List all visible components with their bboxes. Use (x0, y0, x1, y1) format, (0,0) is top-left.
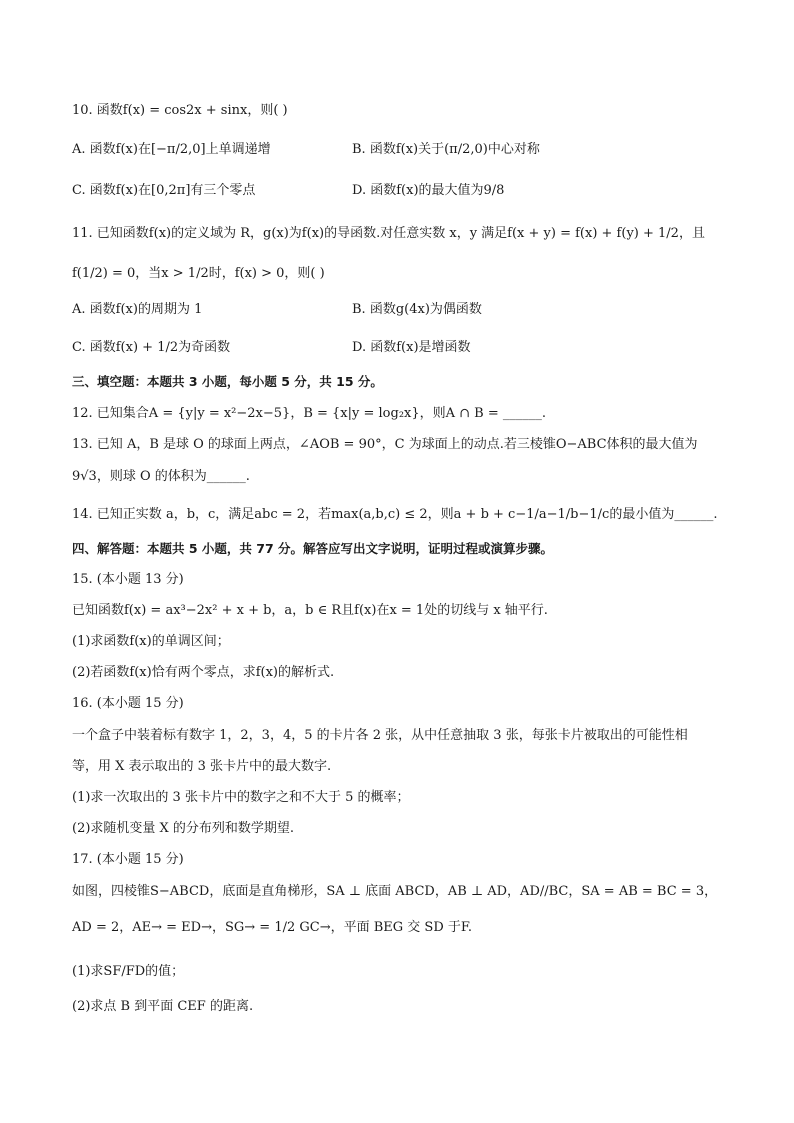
q14-text: 14. 已知正实数 a，b，c，满足abc = 2，若max(a,b,c) ≤ 2，则a + b + c−1/a−1/b−1/c的最小值为______. (72, 507, 718, 522)
section4-heading: 四、解答题：本题共 5 小题，共 77 分。解答应写出文字说明，证明过程或演算步骤。 (72, 541, 554, 556)
q16-part1: (1)求一次取出的 3 张卡片中的数字之和不大于 5 的概率； (72, 790, 410, 805)
q16-line1: 一个盒子中装着标有数字 1，2，3，4，5 的卡片各 2 张，从中任意抽取 3 张，每张卡片被取出的可能性相 (72, 728, 688, 743)
q10-option-a: A. 函数f(x)在[−π/2,0]上单调递增 (72, 142, 271, 157)
q11-option-a: A. 函数f(x)的周期为 1 (72, 302, 203, 317)
q16-title: 16. (本小题 15 分) (72, 696, 184, 711)
q15-part1: (1)求函数f(x)的单调区间； (72, 634, 230, 649)
q11-stem-line2: f(1/2) = 0，当x > 1/2时，f(x) > 0，则( ) (72, 266, 325, 281)
q17-line1: 如图，四棱锥S−ABCD，底面是直角梯形，SA ⊥ 底面 ABCD，AB ⊥ AD，AD//BC，SA = AB = BC = 3， (72, 884, 718, 899)
q11-option-b: B. 函数g(4x)为偶函数 (352, 302, 482, 317)
q13-line2: 9√3，则球 O 的体积为______. (72, 469, 250, 484)
q15-part2: (2)若函数f(x)恰有两个零点，求f(x)的解析式. (72, 665, 335, 680)
q12-text: 12. 已知集合A = {y|y = x²−2x−5}，B = {x|y = log₂x}，则A ∩ B = ______. (72, 406, 547, 421)
q11-option-d: D. 函数f(x)是增函数 (352, 340, 471, 355)
q10-option-c: C. 函数f(x)在[0,2π]有三个零点 (72, 183, 256, 198)
section3-heading: 三、填空题：本题共 3 小题，每小题 5 分，共 15 分。 (72, 374, 383, 389)
q10-stem: 10. 函数f(x) = cos2x + sinx，则( ) (72, 103, 288, 118)
q16-line2: 等，用 X 表示取出的 3 张卡片中的最大数字. (72, 759, 332, 774)
q10-option-d: D. 函数f(x)的最大值为9/8 (352, 183, 505, 198)
q17-part1: (1)求SF/FD的值； (72, 964, 185, 979)
q15-stem: 已知函数f(x) = ax³−2x² + x + b，a，b ∈ R且f(x)在x = 1处的切线与 x 轴平行. (72, 603, 548, 618)
q16-part2: (2)求随机变量 X 的分布列和数学期望. (72, 821, 295, 836)
q11-stem-line1: 11. 已知函数f(x)的定义域为 R，g(x)为f(x)的导函数.对任意实数 x，y 满足f(x + y) = f(x) + f(y) + 1/2，且 (72, 226, 705, 241)
q10-option-b: B. 函数f(x)关于(π/2,0)中心对称 (352, 142, 540, 157)
q17-part2: (2)求点 B 到平面 CEF 的距离. (72, 999, 254, 1014)
q11-option-c: C. 函数f(x) + 1/2为奇函数 (72, 340, 231, 355)
q13-line1: 13. 已知 A，B 是球 O 的球面上两点，∠AOB = 90°，C 为球面上的动点.若三棱锥O−ABC体积的最大值为 (72, 437, 698, 452)
q17-line2: AD = 2，AE→ = ED→，SG→ = 1/2 GC→，平面 BEG 交 SD 于F. (72, 920, 473, 935)
q15-title: 15. (本小题 13 分) (72, 572, 184, 587)
q17-title: 17. (本小题 15 分) (72, 852, 184, 867)
